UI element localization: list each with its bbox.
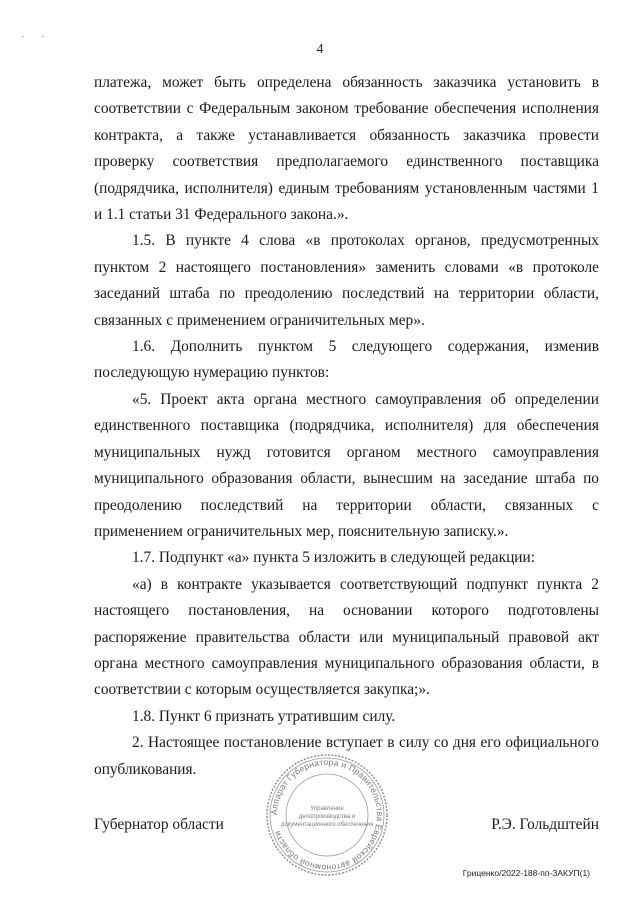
svg-text:документационного обеспечения: документационного обеспечения [280,822,374,828]
paragraph-quote-point-5: «5. Проект акта органа местного самоуправления об определении единственного поставщика (подрядчика, исполнителя) для обеспечения муниципальных нужд готовится органом местного самоуправления муниципального образования области, вынесшим на заседание штаба по преодолению последствий на территории области, связанных с применением ограничительных мер, пояснительную записку.». [94,390,599,540]
paragraph-item-1-7: 1.7. Подпункт «а» пункта 5 изложить в следующей редакции: [132,549,536,567]
document-body [94,70,599,783]
document-footer-code: Гриценко/2022-188-пп-ЗАКУП(1) [462,868,590,878]
paragraph-continuation: платежа, может быть определена обязанность заказчика установить в соответствии с Федеральным законом требование обеспечения исполнения контракта, а также устанавливается обязанность заказчика провести проверку соответствия предполагаемого единственного поставщика (подрядчика, исполнителя) единым требованиям установленным частями 1 и 1.1 статьи 31 Федерального закона.». [94,74,599,224]
svg-text:делопроизводства и: делопроизводства и [298,814,356,820]
signatory-title: Губернатор области [94,816,224,833]
signatory-name: Р.Э. Гольдштейн [491,816,599,833]
svg-text:Аппарат Губернатора и Правител: Аппарат Губернатора и Правительства Еврейской автономной области [268,756,386,874]
seal-icon [262,750,392,880]
paragraph-item-1-8: 1.8. Пункт 6 признать утратившим силу. [132,707,396,725]
signature-block [94,816,599,834]
paragraph-item-2: 2. Настоящее постановление вступает в силу со дня его официального опубликования. [94,734,599,778]
paragraph-item-1-6: 1.6. Дополнить пунктом 5 следующего содержания, изменив последующую нумерацию пунктов: [94,338,599,382]
paragraph-quote-subpoint-a: «а) в контракте указывается соответствующий подпункт пункта 2 настоящего постановления, на основании которого подготовлены распоряжение правительства области или муниципальный правовой акт органа местного самоуправления муниципального образования области, в соответствии с которым осуществляется закупка;». [94,575,599,699]
scan-marks: . . [22,30,52,39]
paragraph-item-1-5: 1.5. В пункте 4 слова «в протоколах органов, предусмотренных пунктом 2 настоящего постановления» заменить словами «в протоколе заседаний штаба по преодолению последствий на территории области, связанных с применением ограничительных мер». [94,232,599,329]
official-seal-stamp [262,750,392,880]
svg-text:Управление: Управление [310,806,344,812]
page-number: 4 [316,42,324,57]
